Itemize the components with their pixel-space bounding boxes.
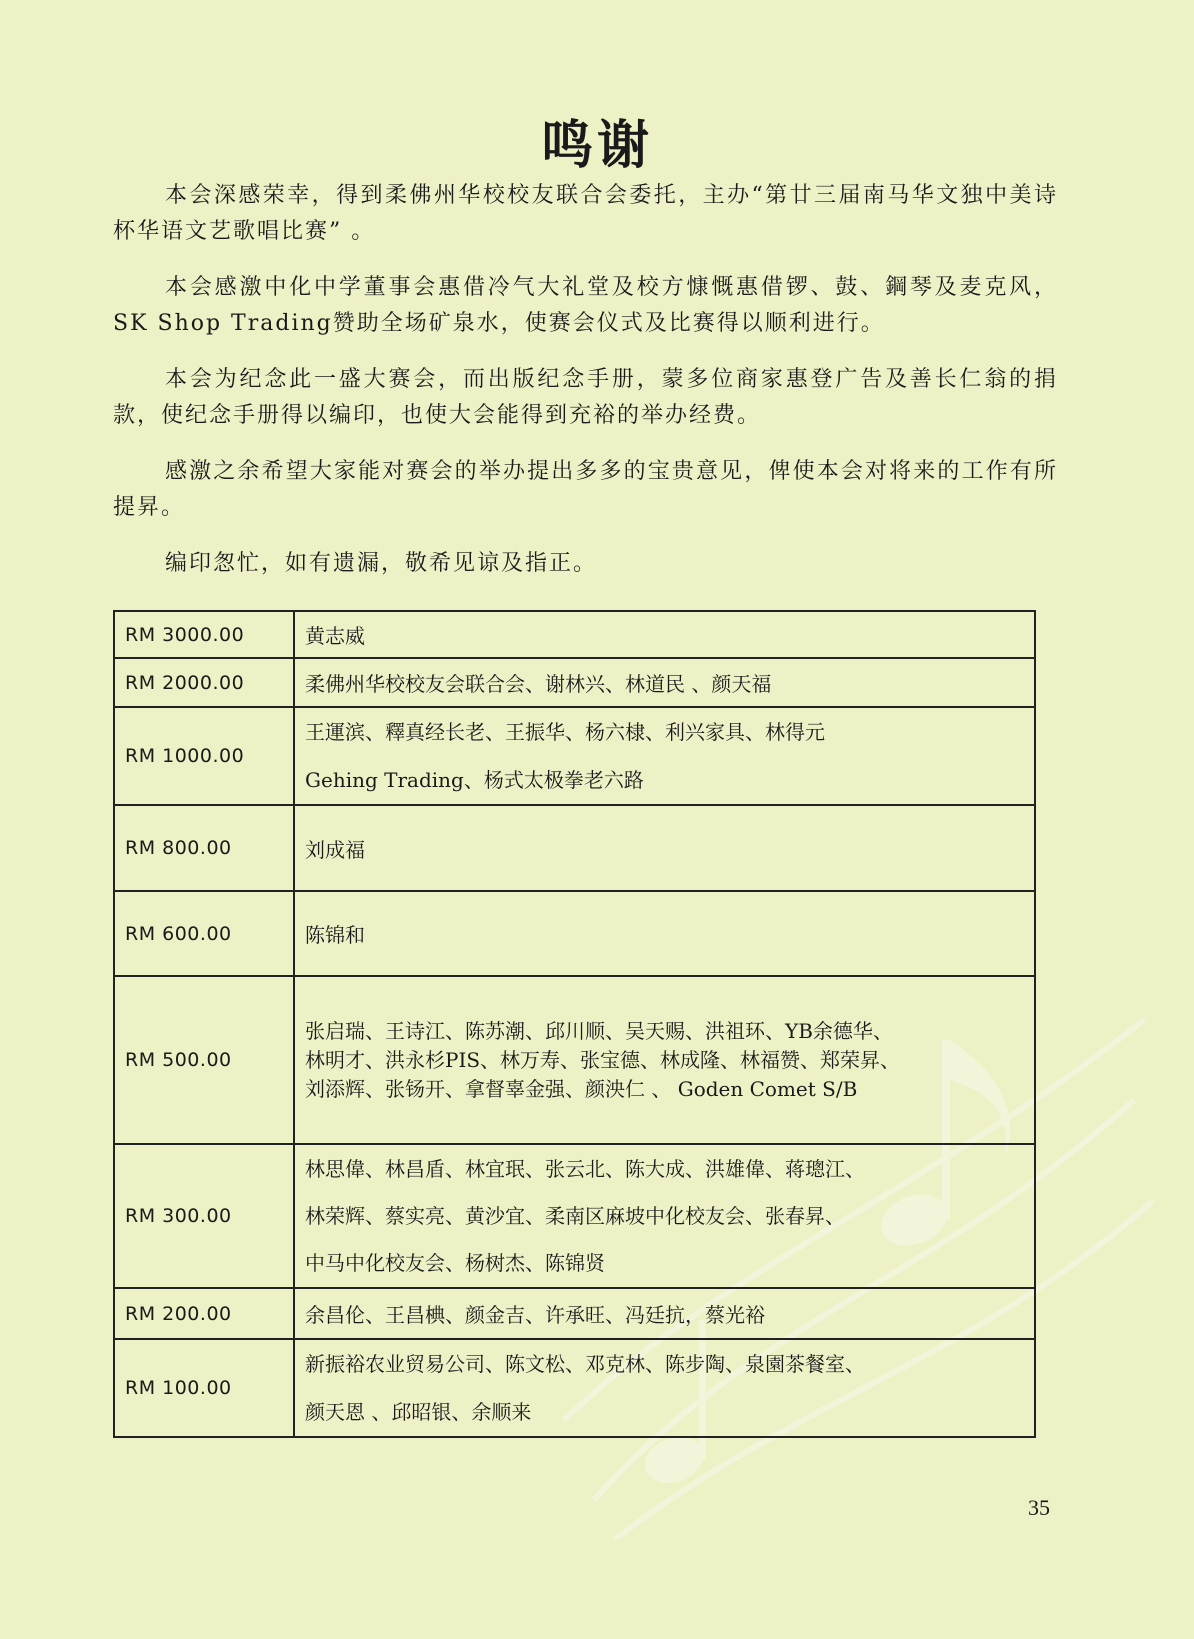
- donor-line: 余昌伦、王昌椣、颜金吉、许承旺、冯廷抗，蔡光裕: [305, 1303, 765, 1327]
- donation-amount: RM 300.00: [114, 1144, 294, 1288]
- table-row: [114, 1144, 1035, 1288]
- table-row: [114, 1339, 1035, 1437]
- donor-names: [294, 1288, 1035, 1339]
- donor-names: [294, 707, 1035, 805]
- donor-line: 王運滨、釋真经长老、王振华、杨六棣、利兴家具、林得元: [305, 720, 825, 744]
- table-row: [114, 891, 1035, 976]
- donor-line: 中马中化校友会、杨树杰、陈锦贤: [305, 1250, 605, 1275]
- donation-table: [113, 610, 1036, 1438]
- donor-line: 黄志威: [305, 624, 365, 648]
- donor-line: 刘添辉、张钖开、拿督辜金强、颜泱仁 、 Goden Comet S/B: [305, 1076, 858, 1101]
- table-row: [114, 658, 1035, 707]
- donor-line: 柔佛州华校校友会联合会、谢林兴、林道民 、颜天福: [305, 672, 772, 696]
- donation-amount: RM 200.00: [114, 1288, 294, 1339]
- donor-names: [294, 1144, 1035, 1288]
- table-row: [114, 611, 1035, 658]
- donor-names: [294, 805, 1035, 891]
- donation-amount: RM 3000.00: [114, 611, 294, 658]
- donor-line: Gehing Trading、杨式太极拳老六路: [305, 768, 644, 792]
- donor-line: 林明才、洪永杉PIS、林万寿、张宝德、林成隆、林福赞、郑荣昇、: [305, 1047, 901, 1072]
- donor-names: [294, 1339, 1035, 1437]
- donation-amount: RM 2000.00: [114, 658, 294, 707]
- donation-amount: RM 1000.00: [114, 707, 294, 805]
- donor-line: 陈锦和: [305, 923, 365, 947]
- paragraph: 编印怱忙，如有遗漏，敬希见谅及指正。: [165, 551, 598, 576]
- donation-amount: RM 100.00: [114, 1339, 294, 1437]
- page-number: 35: [1028, 1495, 1050, 1520]
- acknowledgement-text: [113, 178, 1058, 602]
- donor-line: 林荣辉、蔡实亮、黄沙宜、柔南区麻坡中化校友会、张春昇、: [305, 1203, 845, 1228]
- donation-amount: RM 600.00: [114, 891, 294, 976]
- donor-names: [294, 611, 1035, 658]
- paragraph: 本会深感荣幸，得到柔佛州华校校友联合会委托，主办“第廿三届南马华文独中美诗杯华语文艺歌唱比赛” 。: [113, 183, 1058, 244]
- paragraph: 本会为纪念此一盛大赛会，而出版纪念手册，蒙多位商家惠登广告及善长仁翁的捐款，使纪念手册得以编印，也使大会能得到充裕的举办经费。: [113, 367, 1058, 428]
- donor-line: 林思偉、林昌盾、林宜珉、张云北、陈大成、洪雄偉、蒋璁江、: [305, 1156, 865, 1181]
- paragraph: 感激之余希望大家能对赛会的举办提出多多的宝贵意见，俾使本会对将来的工作有所提昇。: [113, 459, 1058, 520]
- donor-names: [294, 658, 1035, 707]
- donor-line: 颜天恩 、邱昭银、余顺来: [305, 1400, 532, 1424]
- table-row: [114, 1288, 1035, 1339]
- donor-line: 张启瑞、王诗江、陈苏潮、邱川顺、吴天赐、洪祖环、YB余德华、: [305, 1018, 893, 1043]
- donor-line: 新振裕农业贸易公司、陈文松、邓克林、陈步陶、泉園茶餐室、: [305, 1352, 865, 1376]
- table-row: [114, 976, 1035, 1144]
- page-title: 鸣谢: [540, 116, 653, 176]
- table-row: [114, 707, 1035, 805]
- donor-names: [294, 976, 1035, 1144]
- donation-amount: RM 500.00: [114, 976, 294, 1144]
- table-row: [114, 805, 1035, 891]
- donor-names: [294, 891, 1035, 976]
- donor-line: 刘成福: [305, 837, 365, 862]
- paragraph: 本会感激中化中学董事会惠借冷气大礼堂及校方慷慨惠借锣、鼓、鋼琴及麦克风，SK Shop Trading赞助全场矿泉水，使赛会仪式及比赛得以顺利进行。: [113, 275, 1058, 336]
- donation-amount: RM 800.00: [114, 805, 294, 891]
